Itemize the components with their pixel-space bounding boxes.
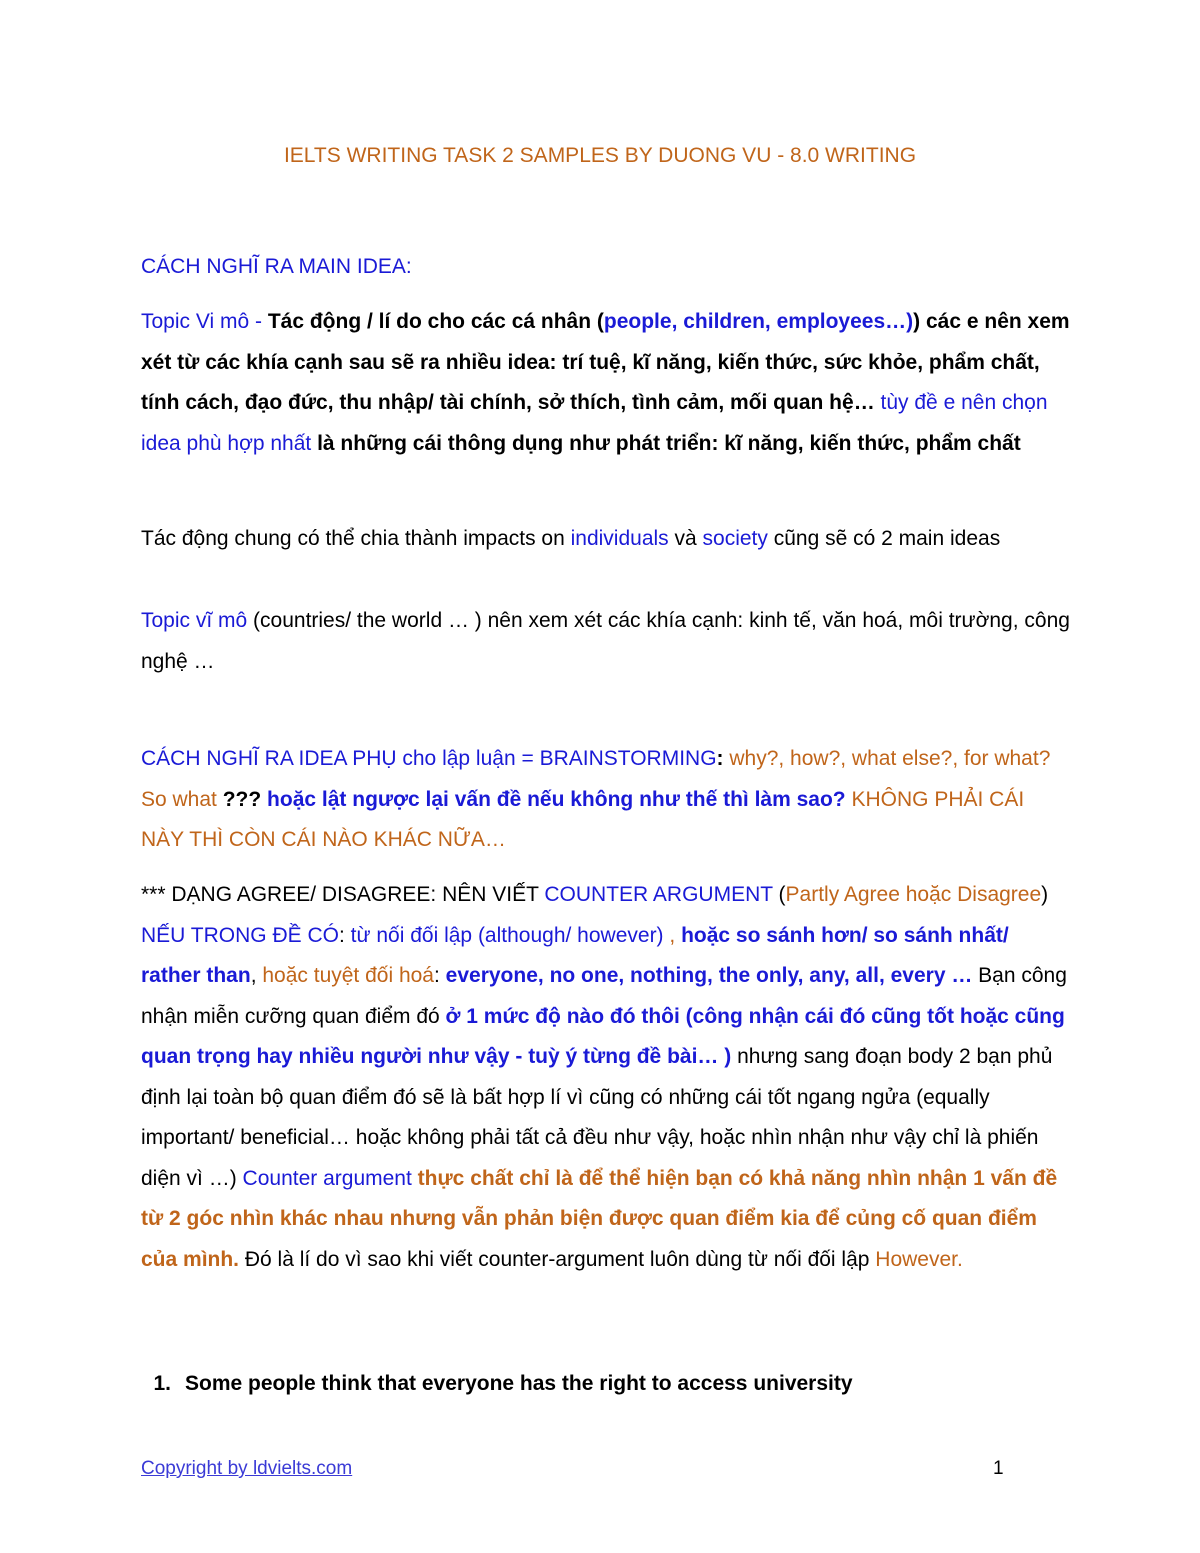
copyright-link[interactable]: Copyright by ldvielts.com [141, 1458, 353, 1479]
paragraph-impacts [141, 519, 1071, 560]
text-run: hoặc so sánh hơn/ so sánh nhất/ rather than [141, 923, 1009, 987]
text-run: từ nối đối lập (although/ however) [350, 923, 664, 947]
text-run: ) [906, 310, 914, 333]
text-run: ) các e nên xem xét từ các khía cạnh sau sẽ ra nhiều idea: trí tuệ, kĩ năng, kiến thức, sức khỏe, phẩm chất, tính cách, đạo đức, thu nhập/ tài chính, sở thích, tình cảm, mối quan hệ… [141, 310, 1070, 414]
text-run: Bạn công nhận miễn cưỡng quan điểm đó [141, 964, 1067, 1028]
text-run: NẾU TRONG ĐỀ CÓ [141, 923, 339, 947]
text-run: là những cái thông dụng như phát triển: kĩ năng, kiến thức, phẩm chất [311, 431, 1021, 455]
text-run: (countries/ the world … ) nên xem xét các khía cạnh: kinh tế, văn hoá, môi trường, công nghệ … [141, 609, 1070, 673]
document-title: IELTS WRITING TASK 2 SAMPLES BY DUONG VU - 8.0 WRITING [283, 144, 917, 167]
text-run: ??? [216, 787, 268, 811]
section-heading-main-idea: CÁCH NGHĨ RA MAIN IDEA: [141, 255, 412, 278]
text-run: , [663, 923, 682, 947]
text-run: However. [875, 1247, 963, 1271]
text-run: ở 1 mức độ nào đó thôi (công nhận cái đó cũng tốt hoặc cũng quan trọng hay nhiều người như vậy - tuỳ ý từng đề bài… ) [141, 1004, 1065, 1068]
text-run: CÁCH NGHĨ RA IDEA PHỤ cho lập luận = BRAINSTORMING [141, 747, 717, 770]
text-run: nhưng sang đoạn body 2 bạn phủ định lại toàn bộ quan điểm đó sẽ là bất hợp lí vì cũng có những cái tốt ngang ngửa (equally important/ beneficial… hoặc không phải tất cả đều như vậy, hoặc nhìn nhận như vậy chỉ là phiến diện vì …) [141, 1045, 1053, 1190]
list-number: 1. [153, 1372, 171, 1395]
text-run: people, children, employees… [603, 310, 907, 333]
text-run: : [434, 964, 446, 987]
text-run: society [702, 527, 768, 550]
text-run: Tác động / lí do cho các cá nhân ( [267, 310, 604, 333]
text-run: KHÔNG PHẢI CÁI NÀY THÌ CÒN CÁI NÀO KHÁC NỮA… [141, 787, 1025, 851]
text-run: : [716, 747, 730, 770]
paragraph-counter-argument [141, 875, 1071, 1280]
text-run: và [668, 527, 703, 550]
text-run: hoặc lật ngược lại vấn đề nếu không như thế thì làm sao? [267, 787, 846, 811]
text-run: why?, how?, what else?, for what? So what [141, 747, 1051, 811]
list-item-text: Some people think that everyone has the right to access university [185, 1372, 853, 1395]
text-run: everyone, no one, nothing, the only, any, all, every … [445, 964, 973, 987]
text-run: tùy đề e nên chọn idea phù hợp nhất [141, 391, 1048, 455]
paragraph-topic-vi-mo-macro [141, 601, 1071, 682]
paragraph-brainstorming [141, 739, 1071, 861]
paragraph-topic-vi-mo [141, 302, 1071, 464]
topic-vi-mo-label: Topic Vi mô - [141, 310, 268, 333]
list-item [141, 1368, 1071, 1400]
text-run: Counter argument [242, 1166, 412, 1190]
text-run: *** DẠNG AGREE/ DISAGREE: NÊN VIẾT [141, 883, 545, 906]
text-run: , [250, 964, 263, 987]
page-number: 1 [993, 1458, 1004, 1479]
text-run: COUNTER ARGUMENT [544, 883, 773, 906]
text-run: ) [1041, 883, 1049, 906]
text-run: Tác động chung có thể chia thành impacts on [141, 527, 571, 550]
text-run: Partly Agree hoặc Disagree [785, 883, 1042, 906]
text-run: : [338, 923, 351, 947]
text-run: individuals [570, 527, 669, 550]
text-run: cũng sẽ có 2 main ideas [767, 527, 1001, 550]
topic-macro-label: Topic vĩ mô [141, 609, 248, 632]
text-run: ( [772, 883, 786, 906]
text-run: Đó là lí do vì sao khi viết counter-argument luôn dùng từ nối đối lập [239, 1247, 876, 1271]
text-run: thực chất chỉ là để thể hiện bạn có khả năng nhìn nhận 1 vấn đề từ 2 góc nhìn khác nhau nhưng vẫn phản biện được quan điểm kia để củng cố quan điểm của mình. [141, 1166, 1058, 1271]
text-run: hoặc tuyệt đối hoá [262, 964, 434, 987]
